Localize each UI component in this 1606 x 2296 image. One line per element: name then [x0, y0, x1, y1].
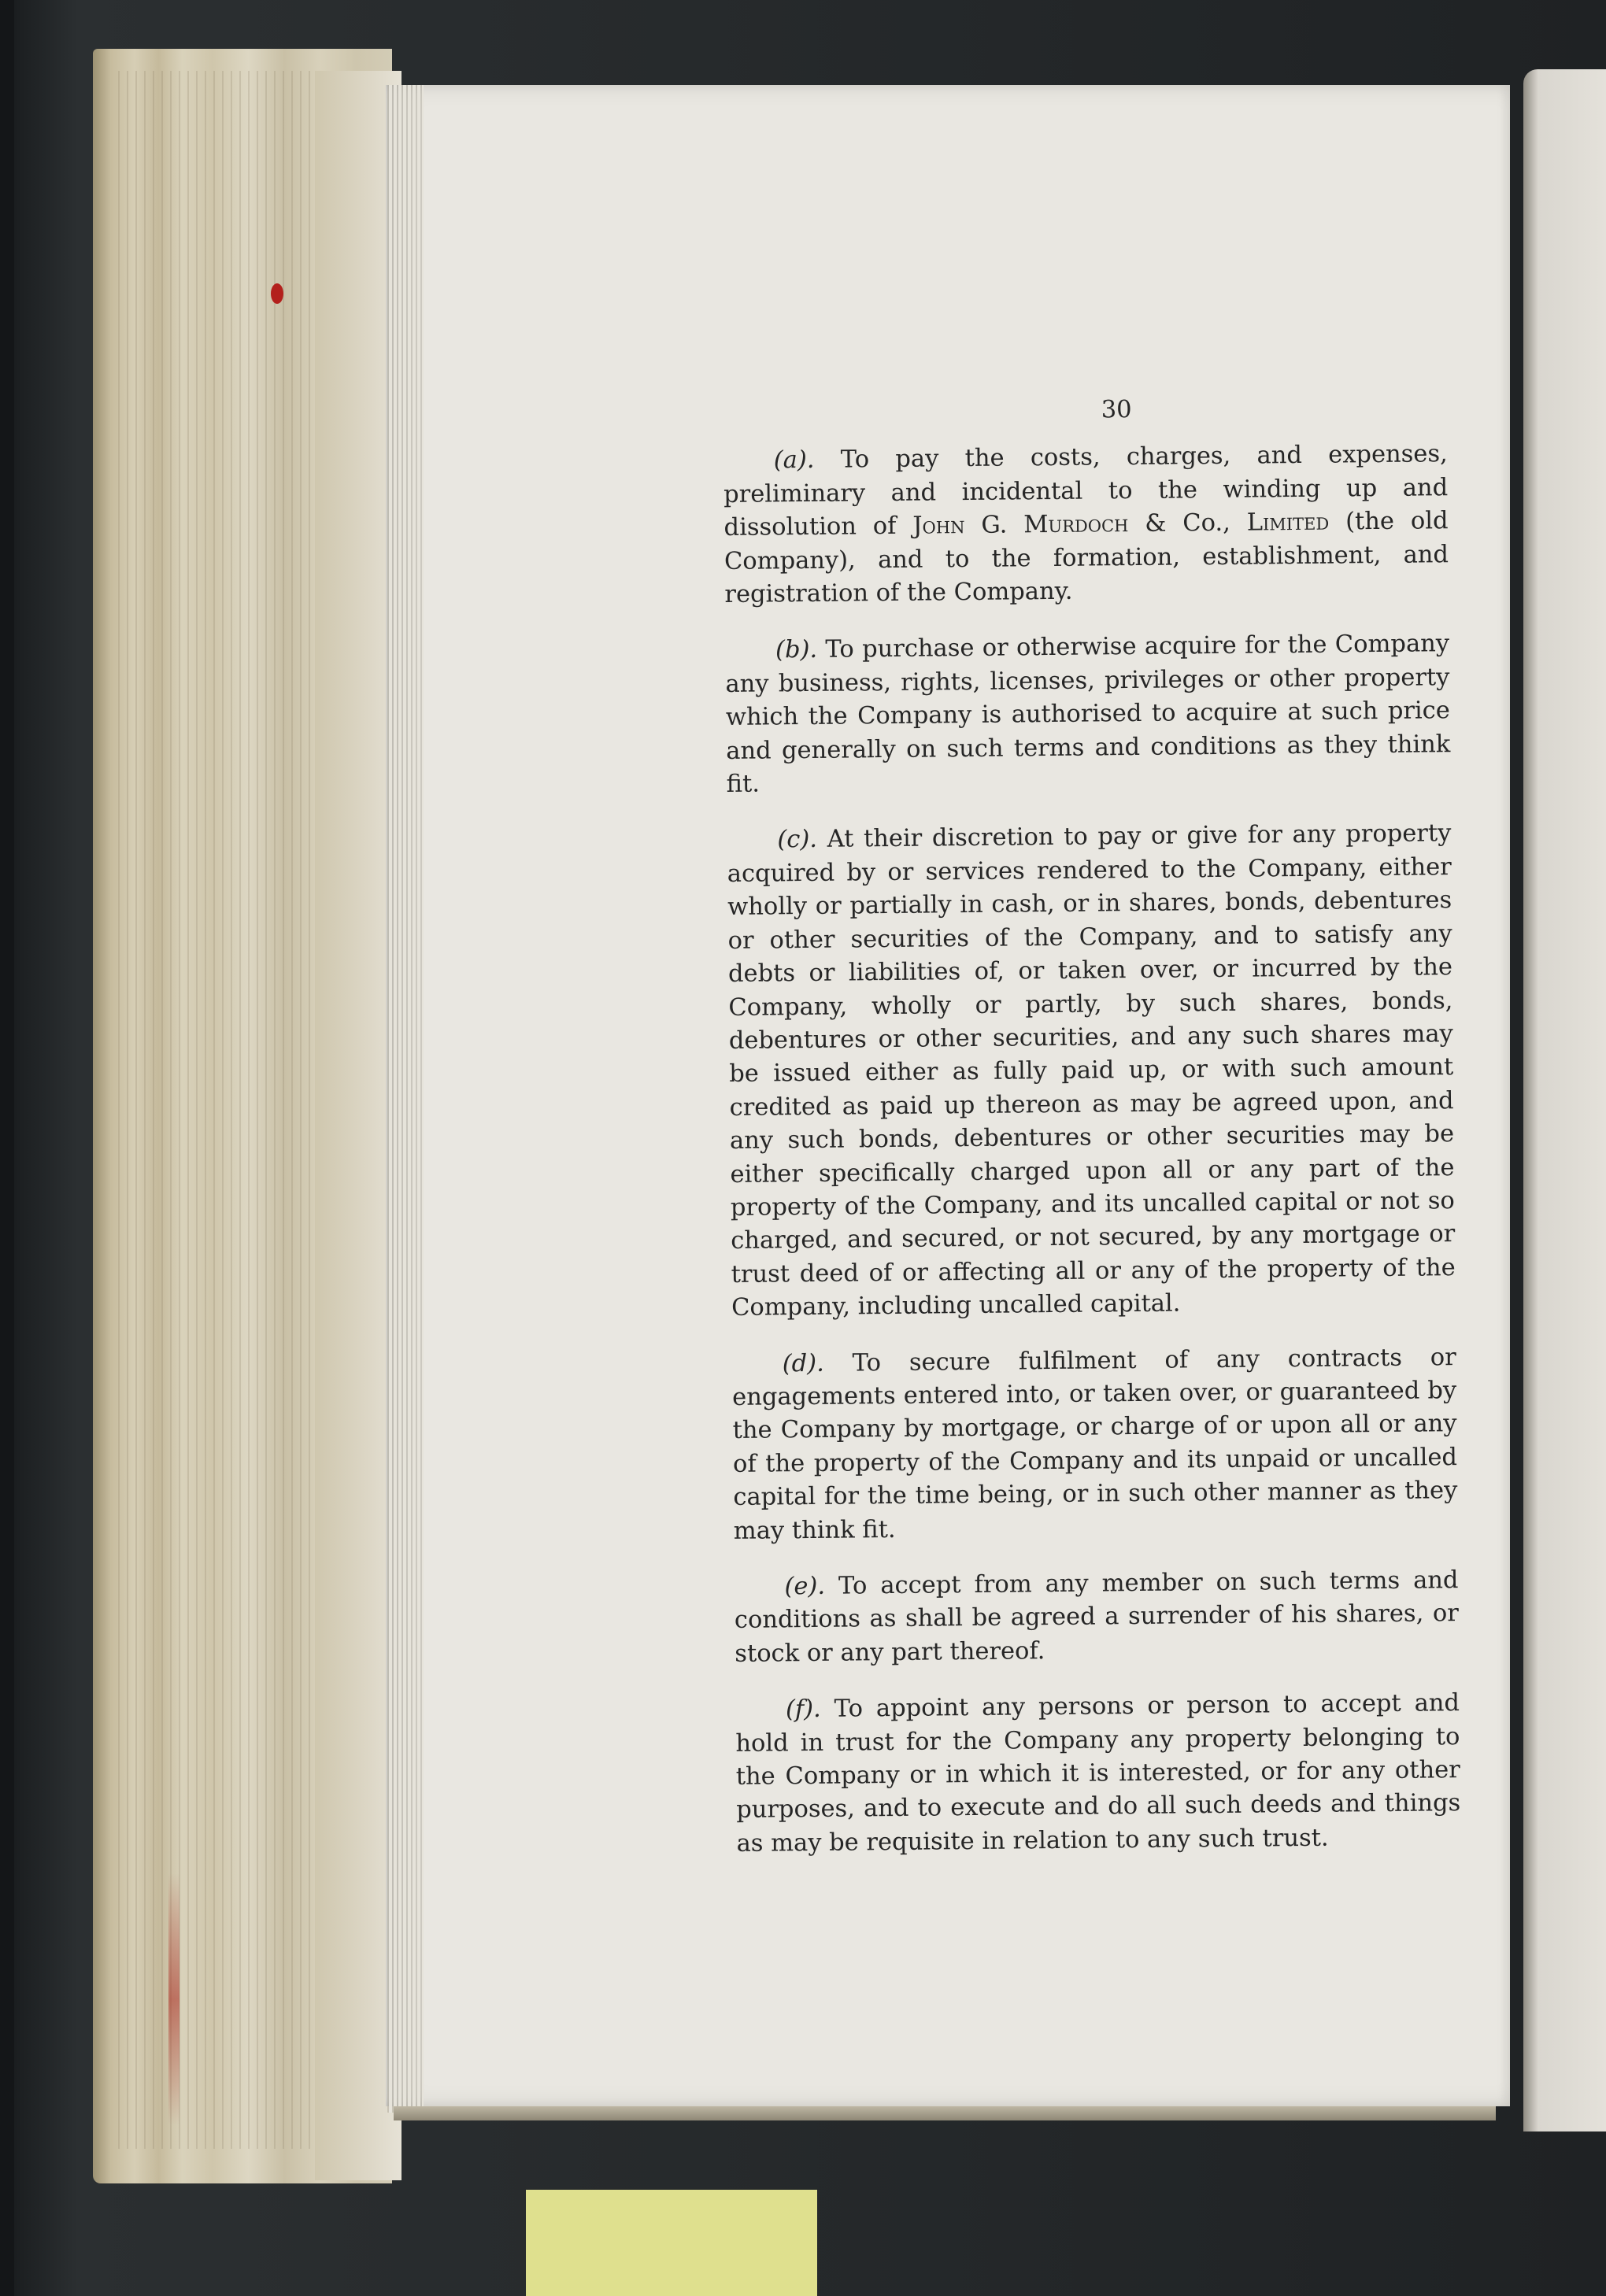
clause-text: (the old Company), and to the formation, establishment, and registration of the Company.	[723, 507, 1449, 609]
clause-text: To appoint any persons or person to accept and hold in trust for the Company any property belonging to the Company or in which it is interested, or for any other purposes, and to execute and do all such deeds and things as may be requisite in relation to any such trust.	[735, 1689, 1461, 1858]
red-page-streak	[168, 1873, 179, 2125]
clause-text: To secure fulfilment of any contracts or engagements entered into, or taken over, or guaranteed by the Company by mortgage, or charge of or upon all or any of the property of the Company and its unpaid or uncalled capital for the time being, or in such other manner as they may think fit.	[732, 1343, 1458, 1545]
clause-paragraph	[734, 1564, 1459, 1671]
clause-text: To purchase or otherwise acquire for the Company any business, rights, licenses, privileges or other property which the Company is authorised to acquire at such price and generally on such terms and conditions as they think fit.	[725, 630, 1451, 799]
clause-label: (e).	[784, 1572, 826, 1601]
clause-text: To pay the costs, charges, and expenses, preliminary and incidental to the winding up and dissolution of	[723, 440, 1449, 542]
clause-label: (d).	[782, 1349, 824, 1377]
clause-paragraph	[732, 1341, 1458, 1548]
page-number: 30	[1101, 396, 1132, 424]
clause-label: (c).	[777, 826, 818, 854]
clause-label: (f).	[785, 1695, 821, 1724]
page-text	[723, 390, 1461, 1884]
facing-page-edge	[1523, 69, 1606, 2131]
clause-text: & Co.,	[1128, 508, 1247, 538]
paper-slip	[526, 2190, 817, 2296]
clause-paragraph	[723, 438, 1449, 612]
clause-label: (b).	[775, 636, 818, 664]
clause-paragraph	[735, 1687, 1461, 1861]
clause-text: John G. Murdoch	[912, 510, 1129, 540]
page-fore-edges	[387, 85, 424, 2113]
paragraph-list	[723, 438, 1461, 1862]
clause-paragraph	[725, 628, 1451, 802]
page-bottom-edge	[394, 2106, 1496, 2120]
red-sealing-mark	[271, 283, 283, 304]
clause-label: (a).	[773, 446, 815, 475]
clause-text: To accept from any member on such terms and conditions as shall be agreed a surrender of his shares, or stock or any part thereof.	[734, 1566, 1460, 1668]
page-stack-lines	[118, 71, 315, 2149]
clause-paragraph	[727, 818, 1456, 1325]
clause-text: Limited	[1246, 508, 1330, 537]
clause-text: At their discretion to pay or give for any property acquired by or services rendered to the Company, either wholly or partially in cash, or in shares, bonds, debentures or other securities of the Company, and to satisfy any debts or liabilities of, or taken over, or incurred by the Company, wholly or partly, by such shares, bonds, debentures or other securities, and any such shares may be issued either as fully paid up, or with such amount credited as paid up thereon as may be agreed upon, and any such bonds, debentures or other securities may be either specifically charged upon all or any part of the property of the Company, and its uncalled capital or not so charged, and secured, or not secured, by any mortgage or trust deed of or affecting all or any of the property of the Company, including uncalled capital.	[727, 819, 1456, 1322]
